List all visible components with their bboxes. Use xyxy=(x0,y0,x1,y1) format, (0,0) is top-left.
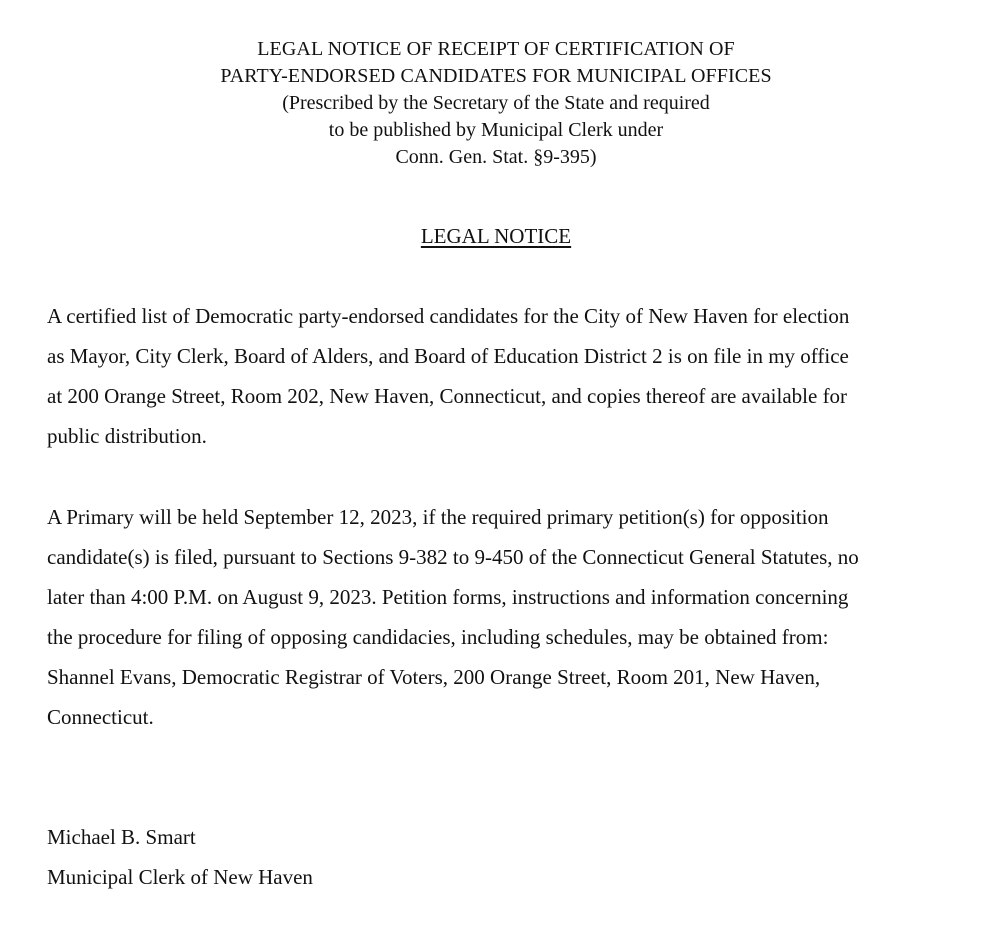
subtitle-line-1: (Prescribed by the Secretary of the State and required xyxy=(282,92,710,114)
paragraph-line: as Mayor, City Clerk, Board of Alders, and Board of Education District 2 is on file in my office xyxy=(47,344,849,368)
paragraph-line: A certified list of Democratic party-endorsed candidates for the City of New Haven for election xyxy=(47,304,850,328)
paragraph-certified-list xyxy=(47,296,952,456)
notice-heading: LEGAL NOTICE xyxy=(420,224,572,248)
title-line-1: LEGAL NOTICE OF RECEIPT OF CERTIFICATION OF xyxy=(257,38,735,60)
signature-block xyxy=(47,817,313,897)
paragraph-line: Connecticut. xyxy=(47,705,154,729)
paragraph-primary xyxy=(47,497,952,737)
document-header xyxy=(0,36,992,171)
paragraph-line: at 200 Orange Street, Room 202, New Haven, Connecticut, and copies thereof are available for xyxy=(47,384,848,408)
paragraph-line: A Primary will be held September 12, 2023, if the required primary petition(s) for opposition xyxy=(47,505,829,529)
paragraph-line: public distribution. xyxy=(47,424,207,448)
paragraph-line: the procedure for filing of opposing candidacies, including schedules, may be obtained from: xyxy=(47,625,829,649)
title-line-2: PARTY-ENDORSED CANDIDATES FOR MUNICIPAL OFFICES xyxy=(220,65,772,87)
paragraph-line: candidate(s) is filed, pursuant to Sections 9-382 to 9-450 of the Connecticut General Statutes, no xyxy=(47,545,859,569)
subtitle-line-2: to be published by Municipal Clerk under xyxy=(328,119,664,141)
paragraph-line: Shannel Evans, Democratic Registrar of Voters, 200 Orange Street, Room 201, New Haven, xyxy=(47,665,821,689)
signer-title: Municipal Clerk of New Haven xyxy=(47,865,313,889)
signer-name: Michael B. Smart xyxy=(47,825,196,849)
subtitle-line-3: Conn. Gen. Stat. §9-395) xyxy=(395,146,597,168)
paragraph-line: later than 4:00 P.M. on August 9, 2023. Petition forms, instructions and information concerning xyxy=(47,585,849,609)
